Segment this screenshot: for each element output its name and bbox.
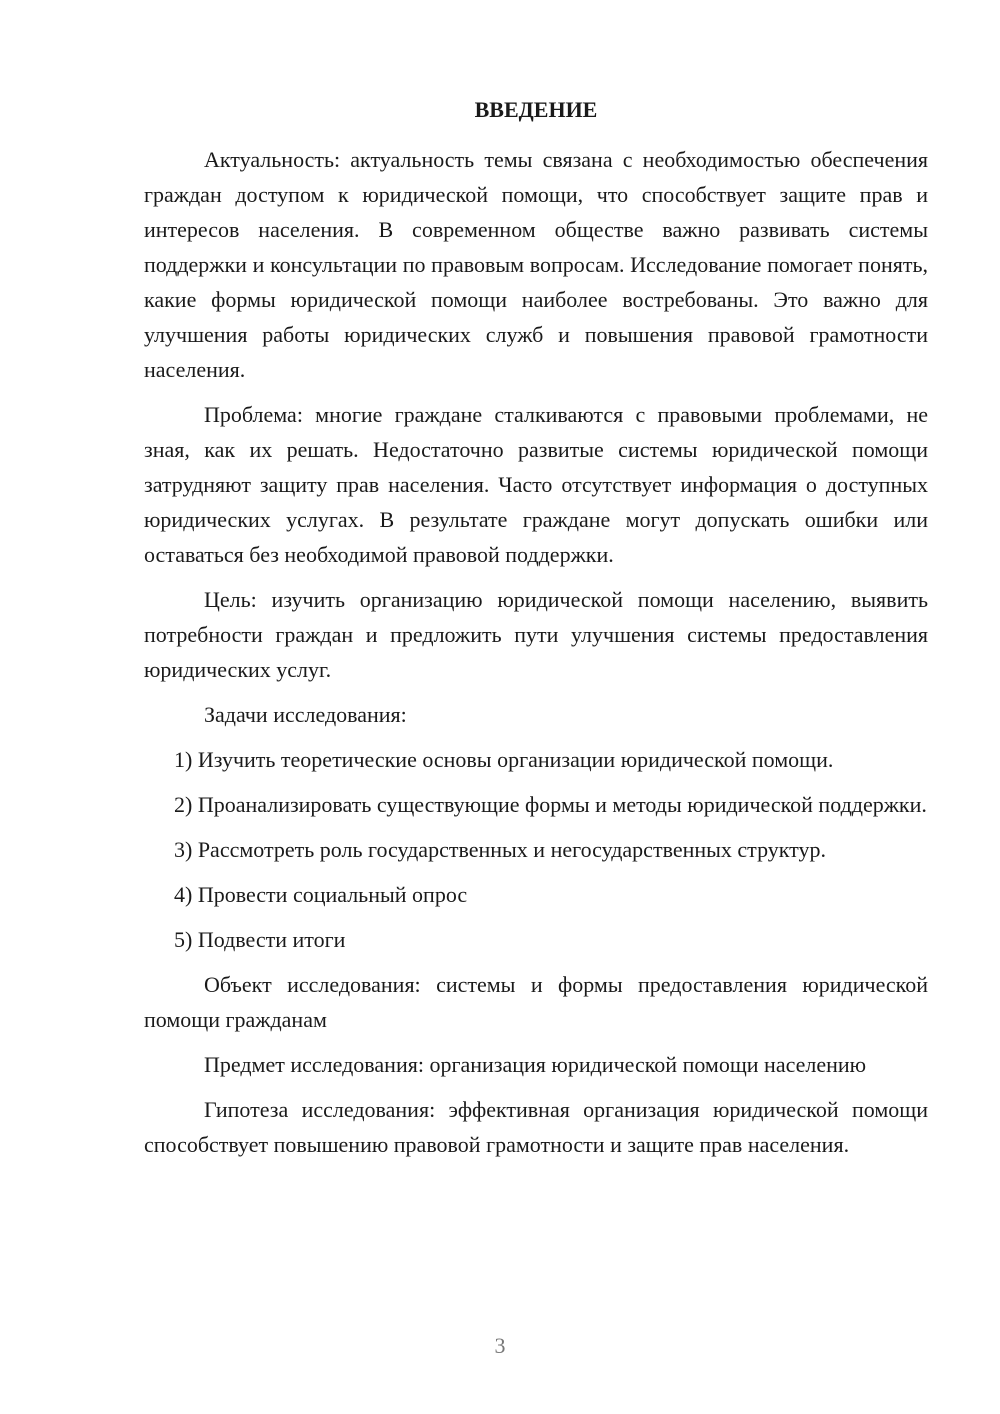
task-item-2: 2) Проанализировать существующие формы и методы юридической поддержки. <box>174 792 927 817</box>
paragraph-hypothesis: Гипотеза исследования: эффективная организация юридической помощи способствует повышению правовой грамотности и защите прав населения. <box>144 1097 928 1157</box>
page-number: 3 <box>494 1333 506 1358</box>
paragraph-goal: Цель: изучить организацию юридической помощи населению, выявить потребности граждан и предложить пути улучшения системы предоставления юридических услуг. <box>144 587 928 682</box>
tasks-title: Задачи исследования: <box>204 702 407 727</box>
task-item-4: 4) Провести социальный опрос <box>174 882 468 907</box>
page-title: ВВЕДЕНИЕ <box>474 97 598 122</box>
task-item-3: 3) Рассмотреть роль государственных и негосударственных структур. <box>174 837 826 862</box>
paragraph-subject: Предмет исследования: организация юридической помощи населению <box>204 1052 867 1077</box>
page-content <box>144 96 928 1172</box>
paragraph-relevance: Актуальность: актуальность темы связана с необходимостью обеспечения граждан доступом к юридической помощи, что способствует защите прав и интересов населения. В современном обществе важно развивать системы поддержки и консультации по правовым вопросам. Исследование помогает понять, какие формы юридической помощи наиболее востребованы. Это важно для улучшения работы юридических служб и повышения правовой грамотности населения. <box>144 147 928 382</box>
paragraph-object: Объект исследования: системы и формы предоставления юридической помощи гражданам <box>144 972 928 1032</box>
paragraph-problem: Проблема: многие граждане сталкиваются с правовыми проблемами, не зная, как их решать. Недостаточно развитые системы юридической помощи затрудняют защиту прав населения. Часто отсутствует информация о доступных юридических услугах. В результате граждане могут допускать ошибки или оставаться без необходимой правовой поддержки. <box>144 402 928 567</box>
task-item-1: 1) Изучить теоретические основы организации юридической помощи. <box>174 747 834 772</box>
task-item-5: 5) Подвести итоги <box>174 927 346 952</box>
